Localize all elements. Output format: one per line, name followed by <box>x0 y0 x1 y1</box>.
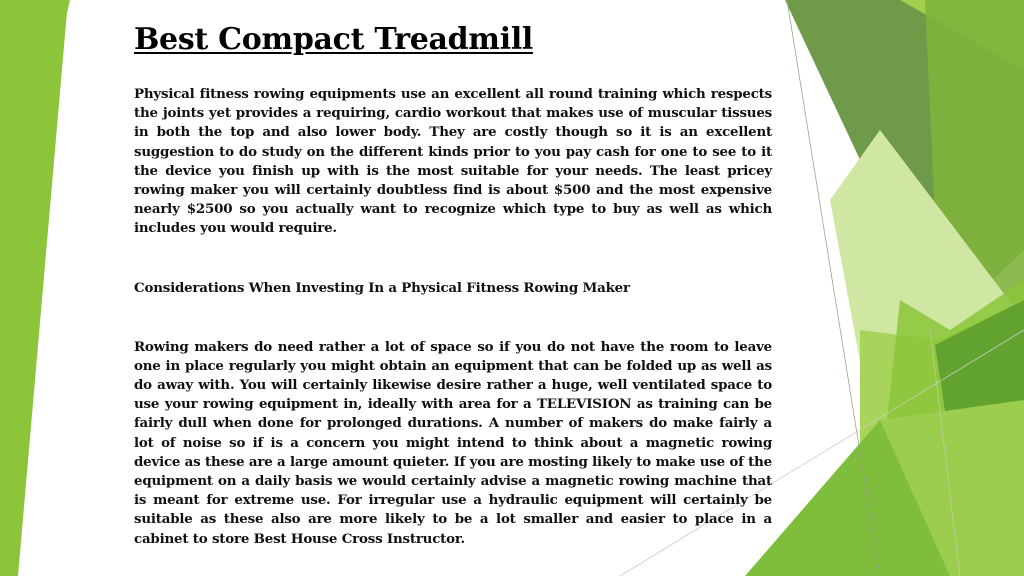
slide-title: Best Compact Treadmill <box>134 22 534 57</box>
section-heading: Considerations When Investing In a Physical Fitness Rowing Maker <box>134 279 630 296</box>
body-paragraph: Rowing makers do need rather a lot of space so if you do not have the room to leave one in place regularly you might obtain an equipment that can be folded up as well as do away with. You will certainly likewise desire rather a huge, well ventilated space to use your rowing equipment in, ideally with area for a TELEVISION as training can be fairly dull when done for prolonged durations. A number of makers do make fairly a lot of noise so if is a concern you might intend to think about a magnetic rowing device as these are a large amount quieter. If you are mosting likely to make use of the equipment on a daily basis we would certainly advise a magnetic rowing machine that is meant for extreme use. For irregular use a hydraulic equipment will certainly be suitable as these also are more likely to be a lot smaller and easier to place in a cabinet to store Best House Cross Instructor. <box>134 338 773 547</box>
left-green-band <box>0 0 68 576</box>
slide-content <box>134 22 772 549</box>
intro-paragraph: Physical fitness rowing equipments use an excellent all round training which respects the joints yet provides a requiring, cardio workout that makes use of muscular tissues in both the top and also lower body. They are costly though so it is an excellent suggestion to do study on the different kinds prior to you pay cash for one to see to it the device you finish up with is the most suitable for your needs. The least pricey rowing maker you will certainly doubtless find is about $500 and the most expensive nearly $2500 so you actually want to recognize which type to buy as well as which includes you would require. <box>134 86 772 237</box>
